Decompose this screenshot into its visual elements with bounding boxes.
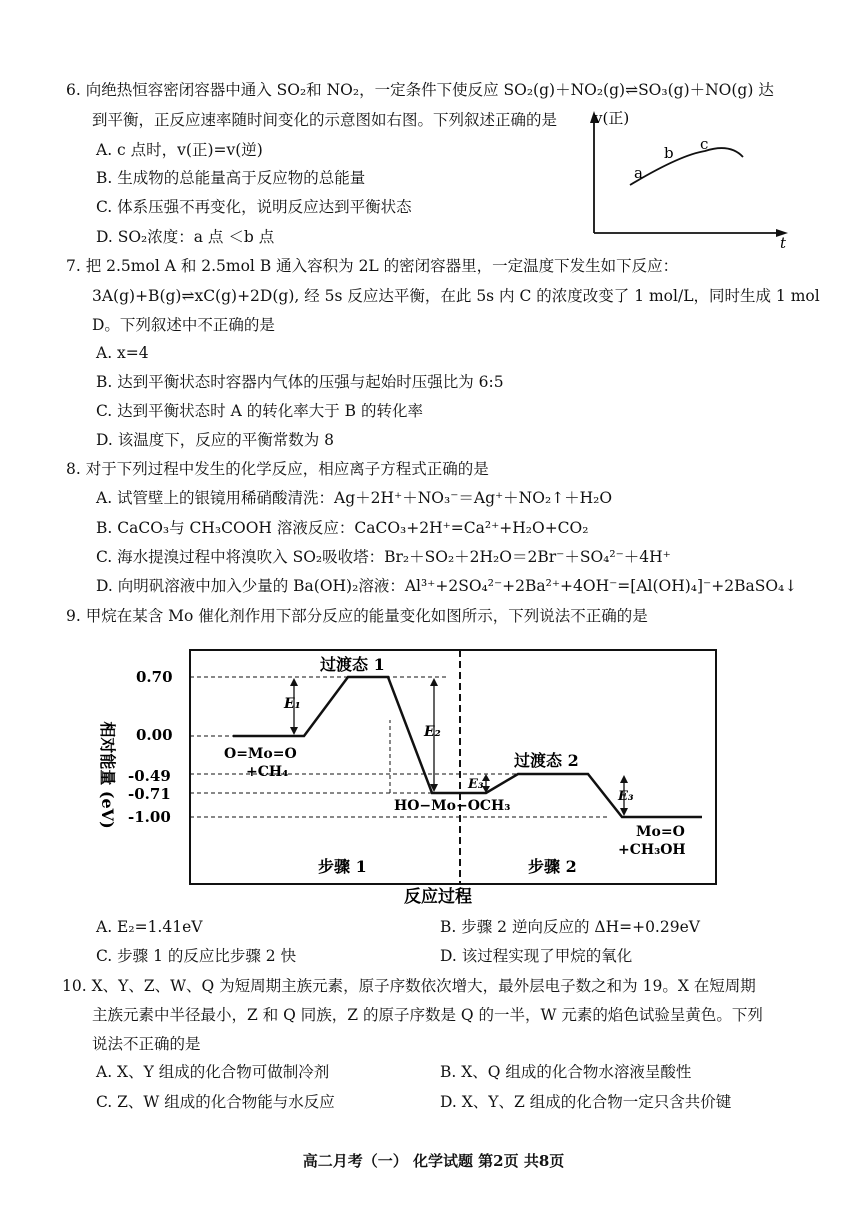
q6-option-c: C. 体系压强不再变化，说明反应达到平衡状态 <box>96 198 412 216</box>
q9-option-a: A. E₂=1.41eV <box>96 918 203 936</box>
q9-tick-000: 0.00 <box>136 726 173 744</box>
q9-product-2: +CH₃OH <box>618 842 686 858</box>
q9-xlabel: 反应过程 <box>404 887 472 907</box>
q9-tick-070: 0.70 <box>136 668 173 686</box>
q9-ts2-label: 过渡态 2 <box>514 751 579 770</box>
q8-option-d: D. 向明矾溶液中加入少量的 Ba(OH)₂溶液：Al³⁺+2SO₄²⁻+2Ba²⁺+4OH⁻=[Al(OH)₄]⁻+2BaSO₄↓ <box>96 577 798 595</box>
q8-option-b: B. CaCO₃与 CH₃COOH 溶液反应：CaCO₃+2H⁺=Ca²⁺+H₂O+CO₂ <box>96 519 589 537</box>
q7-option-b: B. 达到平衡状态时容器内气体的压强与起始时压强比为 6:5 <box>96 373 504 391</box>
q9-step2: 步骤 2 <box>528 857 577 876</box>
page-footer: 高二月考（一） 化学试题 第2页 共8页 <box>302 1152 565 1170</box>
q10-stem-line1: 10. X、Y、Z、W、Q 为短周期主族元素，原子序数依次增大，最外层电子数之和为 19。X 在短周期 <box>62 977 756 995</box>
q6-option-d: D. SO₂浓度：a 点 ＜b 点 <box>96 228 275 246</box>
q9-tick-049: -0.49 <box>128 767 171 785</box>
q6-graph-xlabel: t <box>780 234 787 250</box>
q6-graph-ylabel: v(正) <box>594 109 630 127</box>
q9-tick-100: -1.00 <box>128 808 171 826</box>
q9-tick-071: -0.71 <box>128 785 171 803</box>
q9-ts1-label: 过渡态 1 <box>320 655 385 674</box>
q7-stem-line1: 7. 把 2.5mol A 和 2.5mol B 通入容积为 2L 的密闭容器里，一定温度下发生如下反应： <box>66 257 679 275</box>
q10-option-c: C. Z、W 组成的化合物能与水反应 <box>96 1093 335 1111</box>
q7-stem-line3: D。下列叙述中不正确的是 <box>92 316 275 334</box>
q8-stem: 8. 对于下列过程中发生的化学反应，相应离子方程式正确的是 <box>66 460 489 478</box>
q10-option-a: A. X、Y 组成的化合物可做制冷剂 <box>96 1063 330 1081</box>
q6-option-b: B. 生成物的总能量高于反应物的总能量 <box>96 169 366 187</box>
q6-stem-line1: 6. 向绝热恒容密闭容器中通入 SO₂和 NO₂，一定条件下使反应 SO₂(g)＋NO₂(g)⇌SO₃(g)＋NO(g) 达 <box>66 81 774 99</box>
q6-stem-line2: 到平衡，正反应速率随时间变化的示意图如右图。下列叙述正确的是 <box>92 111 558 129</box>
q9-option-b: B. 步骤 2 逆向反应的 ΔH=+0.29eV <box>440 918 700 936</box>
q6-rate-graph <box>580 105 795 250</box>
q9-option-c: C. 步骤 1 的反应比步骤 2 快 <box>96 947 297 965</box>
q9-ylabel: 相对能量 (eV) <box>98 721 117 829</box>
q7-option-d: D. 该温度下，反应的平衡常数为 8 <box>96 431 335 449</box>
q9-product-1: Mo=O <box>636 824 685 840</box>
q7-option-c: C. 达到平衡状态时 A 的转化率大于 B 的转化率 <box>96 402 423 420</box>
q6-point-a: a <box>634 164 643 182</box>
q10-stem-line3: 说法不正确的是 <box>92 1035 201 1053</box>
q9-e3-right: E₃ <box>618 789 634 804</box>
q10-stem-line2: 主族元素中半径最小，Z 和 Q 同族，Z 的原子序数是 Q 的一半，W 元素的焰色试验呈黄色。下列 <box>92 1006 763 1024</box>
q9-intermediate: HO−Mo−OCH₃ <box>394 798 511 814</box>
q8-option-c: C. 海水提溴过程中将溴吹入 SO₂吸收塔：Br₂＋SO₂＋2H₂O＝2Br⁻＋SO₄²⁻＋4H⁺ <box>96 548 671 566</box>
q9-energy-diagram <box>88 640 728 910</box>
q9-e2: E₂ <box>424 724 441 740</box>
q8-option-a: A. 试管壁上的银镜用稀硝酸清洗：Ag＋2H⁺＋NO₃⁻＝Ag⁺＋NO₂↑＋H₂O <box>96 489 613 507</box>
q7-stem-line2: 3A(g)+B(g)⇌xC(g)+2D(g), 经 5s 反应达平衡，在此 5s 内 C 的浓度改变了 1 mol/L，同时生成 1 mol <box>92 287 820 305</box>
q9-e3-left: E₃ <box>468 777 484 792</box>
q6-option-a: A. c 点时，v(正)=v(逆) <box>96 141 263 159</box>
q9-reactant-1: O=Mo=O <box>224 746 297 762</box>
q6-point-c: c <box>700 135 709 153</box>
q9-stem: 9. 甲烷在某含 Mo 催化剂作用下部分反应的能量变化如图所示，下列说法不正确的是 <box>66 607 648 625</box>
q10-option-b: B. X、Q 组成的化合物水溶液呈酸性 <box>440 1063 692 1081</box>
q9-option-d: D. 该过程实现了甲烷的氧化 <box>440 947 633 965</box>
q10-option-d: D. X、Y、Z 组成的化合物一定只含共价键 <box>440 1093 732 1111</box>
q6-point-b: b <box>664 144 674 162</box>
q9-step1: 步骤 1 <box>318 857 367 876</box>
q9-reactant-2: +CH₄ <box>246 764 289 780</box>
q7-option-a: A. x=4 <box>96 344 149 362</box>
q9-e1: E₁ <box>284 696 301 712</box>
